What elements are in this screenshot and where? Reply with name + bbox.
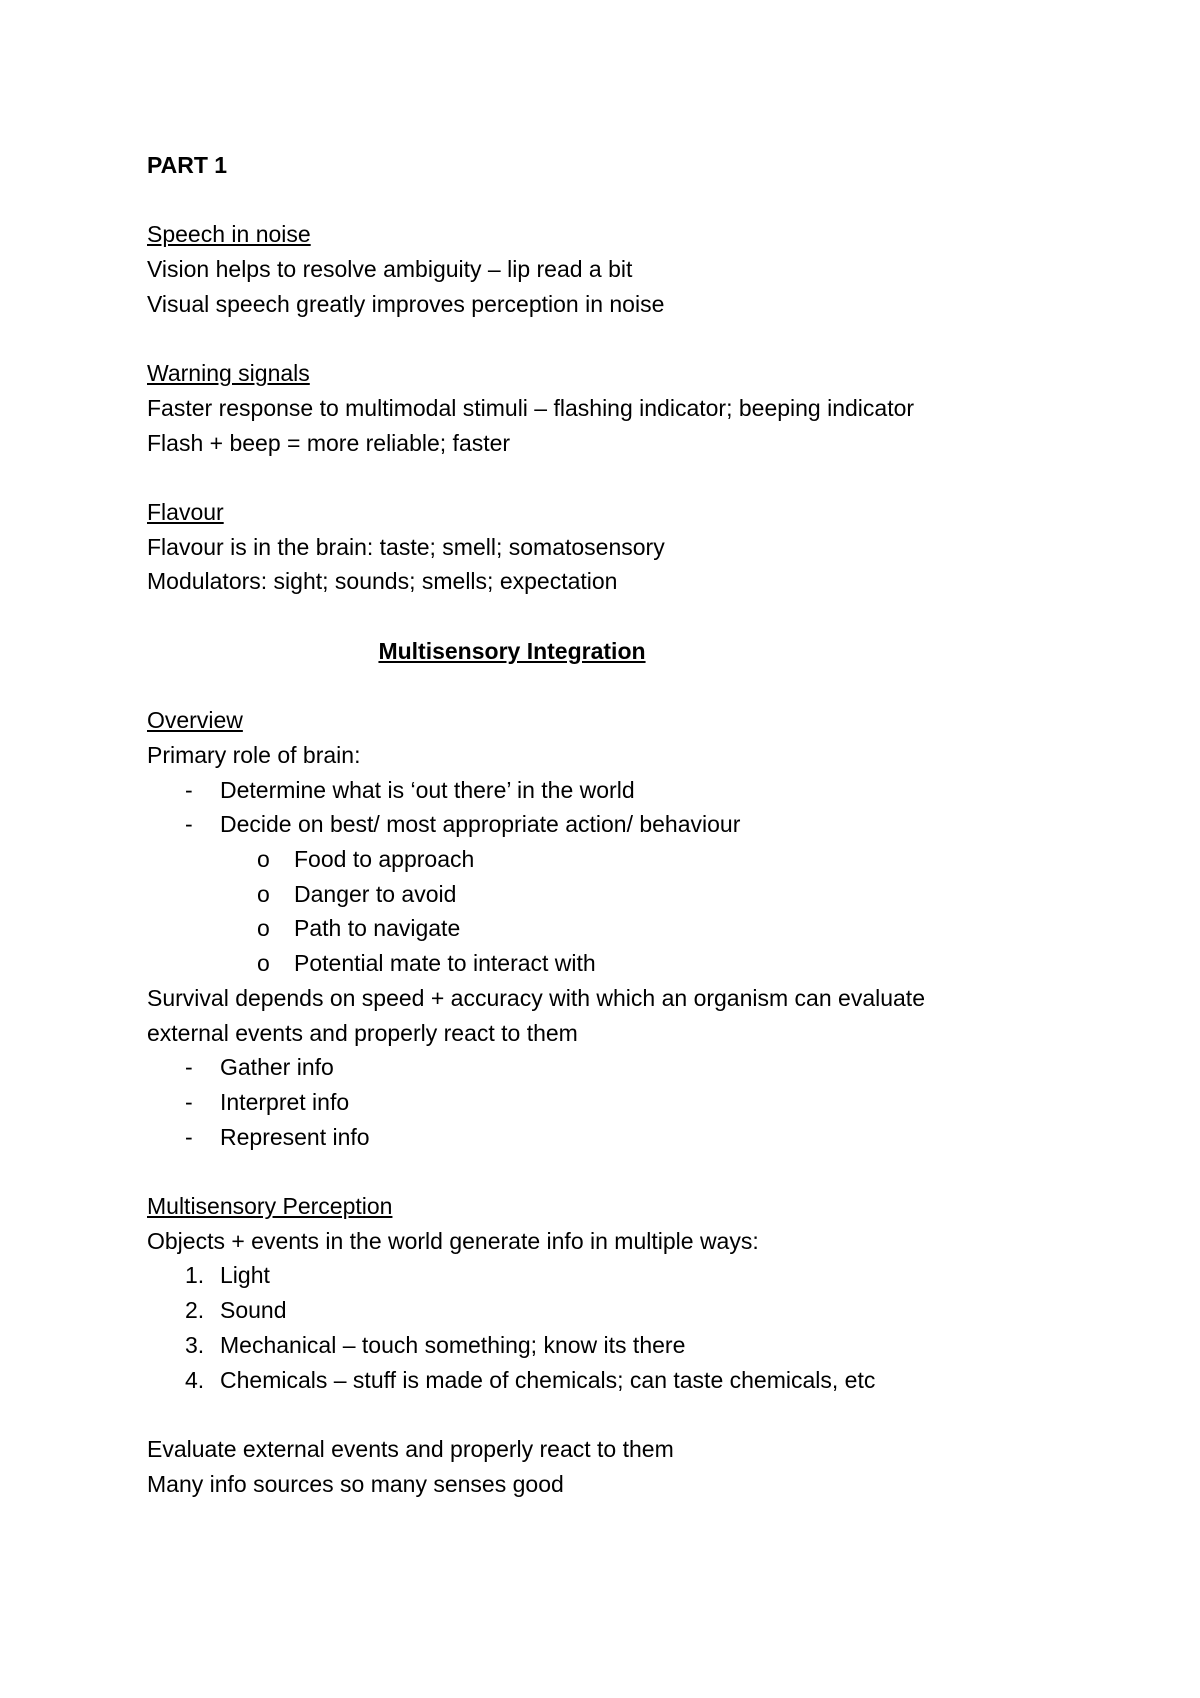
perception-intro: Objects + events in the world generate info in multiple ways:	[147, 1227, 759, 1254]
list-item	[147, 807, 1077, 842]
numbered-item	[147, 1293, 1077, 1328]
list-item	[147, 773, 1077, 808]
numbered-item	[147, 1258, 1077, 1293]
closing-line-2: Many info sources so many senses good	[147, 1470, 564, 1497]
sub-list-item	[147, 911, 1077, 946]
number-marker: 2.	[185, 1297, 205, 1324]
number-marker: 4.	[185, 1366, 205, 1393]
sub-list-item	[147, 842, 1077, 877]
sub-list-item	[147, 946, 1077, 981]
bullet-text: Represent info	[220, 1123, 370, 1150]
survival-line-2: external events and properly react to them	[147, 1019, 578, 1046]
heading-multisensory-perception: Multisensory Perception	[147, 1193, 393, 1219]
number-marker: 3.	[185, 1331, 205, 1358]
circle-marker: o	[257, 915, 270, 942]
spacer	[147, 460, 1077, 495]
sub-list-item	[147, 877, 1077, 912]
heading-overview: Overview	[147, 707, 243, 734]
spacer	[147, 1397, 1077, 1432]
document-body	[147, 148, 1077, 1501]
dash-marker: -	[185, 811, 193, 838]
list-item	[147, 1120, 1077, 1155]
dash-marker: -	[185, 776, 193, 803]
speech-line-2: Visual speech greatly improves perception in noise	[147, 290, 665, 317]
survival-line-1: Survival depends on speed + accuracy with which an organism can evaluate	[147, 984, 925, 1011]
spacer	[147, 1154, 1077, 1189]
numbered-item	[147, 1363, 1077, 1398]
sub-bullet-text: Path to navigate	[294, 915, 461, 942]
numbered-item	[147, 1328, 1077, 1363]
circle-marker: o	[257, 880, 270, 907]
spacer	[147, 599, 1077, 634]
part-title: PART 1	[147, 152, 228, 178]
number-marker: 1.	[185, 1262, 205, 1289]
numbered-text: Chemicals – stuff is made of chemicals; can taste chemicals, etc	[220, 1366, 876, 1393]
numbered-text: Light	[220, 1262, 270, 1289]
bullet-text: Determine what is ‘out there’ in the world	[220, 776, 635, 803]
heading-flavour: Flavour	[147, 498, 224, 525]
spacer	[147, 668, 1077, 703]
numbered-text: Sound	[220, 1297, 287, 1324]
list-item	[147, 1050, 1077, 1085]
closing-line-1: Evaluate external events and properly react to them	[147, 1435, 674, 1462]
heading-speech-in-noise: Speech in noise	[147, 221, 311, 248]
dash-marker: -	[185, 1088, 193, 1115]
list-item	[147, 1085, 1077, 1120]
sub-bullet-text: Food to approach	[294, 845, 475, 872]
main-heading: Multisensory Integration	[378, 637, 646, 664]
heading-warning-signals: Warning signals	[147, 360, 310, 387]
overview-intro: Primary role of brain:	[147, 741, 361, 768]
bullet-text: Decide on best/ most appropriate action/ behaviour	[220, 811, 741, 838]
numbered-text: Mechanical – touch something; know its there	[220, 1331, 686, 1358]
flavour-line-2: Modulators: sight; sounds; smells; expectation	[147, 568, 618, 595]
warning-line-2: Flash + beep = more reliable; faster	[147, 429, 511, 456]
dash-marker: -	[185, 1054, 193, 1081]
bullet-text: Interpret info	[220, 1088, 350, 1115]
speech-line-1: Vision helps to resolve ambiguity – lip read a bit	[147, 256, 633, 283]
spacer	[147, 322, 1077, 357]
dash-marker: -	[185, 1123, 193, 1150]
circle-marker: o	[257, 950, 270, 977]
flavour-line-1: Flavour is in the brain: taste; smell; somatosensory	[147, 533, 665, 560]
bullet-text: Gather info	[220, 1054, 334, 1081]
sub-bullet-text: Danger to avoid	[294, 880, 457, 907]
sub-bullet-text: Potential mate to interact with	[294, 950, 596, 977]
warning-line-1: Faster response to multimodal stimuli – flashing indicator; beeping indicator	[147, 394, 915, 421]
spacer	[147, 183, 1077, 218]
circle-marker: o	[257, 845, 270, 872]
